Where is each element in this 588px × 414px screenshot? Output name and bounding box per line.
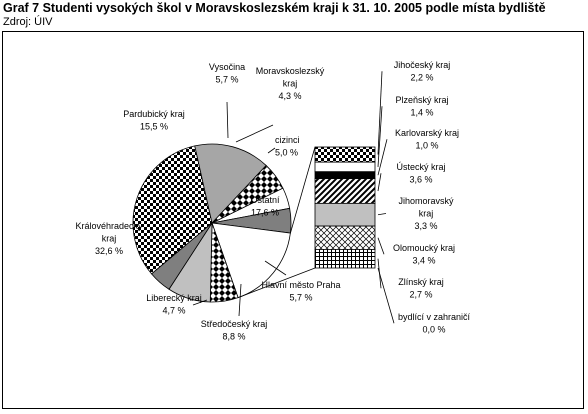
data-label-olomoucky-kraj: Olomoucký kraj 3,4 % (392, 243, 456, 266)
bar-segment-zlinsky-kraj (315, 249, 375, 268)
data-label-cizinci: cizinci 5,0 % (275, 135, 300, 158)
bar-segment-jihomoravsky-kraj (315, 203, 375, 226)
data-label-plzensky-kraj: Plzeňský kraj 1,4 % (395, 95, 449, 118)
chart-source: Zdroj: ÚIV (3, 16, 53, 28)
data-label-bydlici-v-zahranici: bydlící v zahraničí 0,0 % (397, 312, 471, 335)
data-label-vysocina: Vysočina 5,7 % (208, 62, 246, 85)
bar-segment-ustecky-kraj (315, 179, 375, 204)
data-label-hlavni-mesto-praha: Hlavní město Praha 5,7 % (261, 280, 341, 303)
data-label-pardubicky-kraj: Pardubický kraj 15,5 % (123, 109, 185, 132)
data-label-ustecky-kraj: Ústecký kraj 3,6 % (396, 162, 446, 185)
data-label-zlinsky-kraj: Zlínský kraj 2,7 % (398, 277, 444, 300)
connector-top (290, 147, 315, 233)
leader-vysocina (227, 102, 228, 138)
breakdown-bar (315, 147, 375, 268)
data-labels (75, 60, 470, 342)
data-label-karlovarsky-kraj: Karlovarský kraj 1,0 % (394, 128, 460, 151)
data-label-ostatni: Ostatní 17,6 % (250, 195, 280, 218)
leader-cizinci (268, 148, 275, 153)
chart-svg (3, 32, 583, 408)
leader-moravskoslezsky-kraj (236, 125, 273, 142)
bar-segment-karlovarsky-kraj (315, 172, 375, 179)
pie-chart (133, 144, 291, 302)
leader-jihomoravsky-kraj (378, 214, 386, 215)
data-label-liberecky-kraj: Liberecký kraj 4,7 % (146, 293, 202, 316)
data-label-kralovehradecky-kraj: Královéhradecký kraj 32,6 % (75, 221, 143, 256)
chart-title: Graf 7 Studenti vysokých škol v Moravskoslezském kraji k 31. 10. 2005 podle místa bydliště (3, 1, 546, 15)
leader-ustecky-kraj (378, 173, 381, 191)
bar-segment-plzensky-kraj (315, 162, 375, 172)
bar-segment-olomoucky-kraj (315, 226, 375, 249)
data-label-stredocesky-kraj: Středočeský kraj 8,8 % (200, 319, 268, 342)
chart-frame (2, 31, 584, 409)
data-label-moravskoslezsky-kraj: Moravskoslezský kraj 4,3 % (255, 66, 325, 101)
data-label-jihocesky-kraj: Jihočeský kraj 2,2 % (393, 60, 451, 83)
data-label-jihomoravsky-kraj: Jihomoravský kraj 3,3 % (398, 196, 454, 231)
bar-segment-jihocesky-kraj (315, 147, 375, 162)
leader-bydlici-v-zahranici (378, 268, 394, 323)
leader-olomoucky-kraj (378, 238, 384, 255)
